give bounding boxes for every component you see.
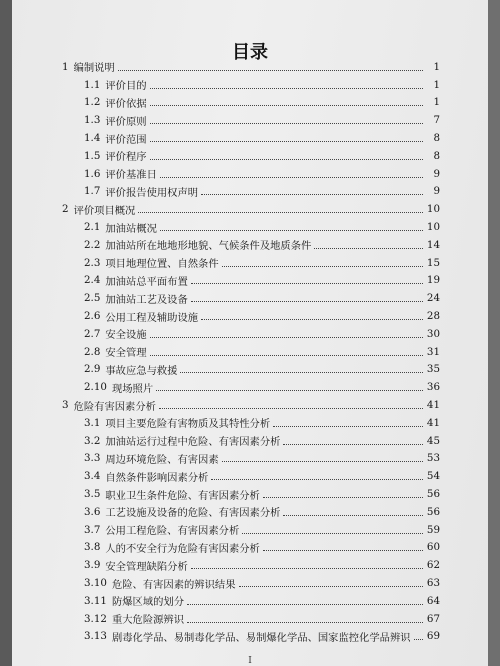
toc-leader-dots — [263, 549, 423, 551]
toc-leader-dots — [156, 389, 423, 391]
toc-entry-page: 8 — [433, 149, 440, 162]
toc-entry — [84, 610, 440, 628]
toc-leader-dots — [187, 603, 423, 605]
toc-entry-title: 工艺设施及设备的危险、有害因素分析 — [105, 507, 281, 520]
toc-entry-number: 1.3 — [84, 114, 101, 127]
toc-leader-dots — [191, 567, 423, 569]
toc-entry-title: 周边环境危险、有害因素 — [105, 453, 219, 466]
toc-entry-page: 35 — [426, 363, 440, 376]
toc-entry-page: 62 — [426, 559, 440, 572]
toc-entry-page: 10 — [426, 221, 440, 234]
toc-leader-dots — [118, 69, 423, 71]
toc-entry-number: 3.11 — [84, 594, 107, 607]
toc-leader-dots — [160, 176, 423, 178]
toc-entry-number: 3.5 — [84, 488, 101, 501]
toc-entry-title: 危险有害因素分析 — [73, 400, 156, 413]
toc-entry-title: 评价报告使用权声明 — [105, 186, 199, 199]
toc-entry-number: 2.3 — [84, 256, 101, 269]
toc-entry-title: 评价程序 — [105, 151, 147, 164]
toc-entry-title: 项目主要危险有害物质及其特性分析 — [105, 418, 271, 431]
toc-entry-page: 1 — [433, 96, 440, 109]
toc-entry-title: 评价原则 — [105, 115, 147, 128]
toc-entry-page: 14 — [426, 238, 440, 251]
toc-entry — [84, 628, 440, 646]
toc-entry-page: 31 — [426, 345, 440, 358]
toc-entry — [84, 325, 440, 343]
toc-entry-number: 1.4 — [84, 132, 101, 145]
toc-leader-dots — [150, 354, 423, 356]
toc-leader-dots — [314, 247, 423, 249]
toc-entry-page: 60 — [426, 541, 440, 554]
toc-leader-dots — [159, 407, 423, 409]
toc-entry-title: 加油站概况 — [105, 222, 157, 235]
page-edge — [0, 0, 12, 666]
toc-leader-dots — [191, 300, 423, 302]
toc-entry-title: 评价范围 — [105, 133, 147, 146]
toc-entry — [84, 289, 440, 307]
toc-entry-page: 10 — [426, 203, 440, 216]
toc-leader-dots — [187, 621, 423, 623]
toc-entry-page: 59 — [426, 523, 440, 536]
toc-leader-dots — [150, 87, 423, 89]
toc-entry-number: 3.10 — [84, 577, 107, 590]
toc-entry-number: 2.1 — [84, 221, 101, 234]
toc-leader-dots — [160, 229, 423, 231]
toc-entry-page: 56 — [426, 505, 440, 518]
toc-leader-dots — [191, 282, 423, 284]
toc-entry — [84, 343, 440, 361]
toc-entry-title: 职业卫生条件危险、有害因素分析 — [105, 489, 260, 502]
toc-leader-dots — [201, 318, 423, 320]
toc-entry-number: 2.2 — [84, 238, 101, 251]
toc-entry — [84, 218, 440, 236]
toc-entry-page: 15 — [426, 256, 440, 269]
toc-entry — [84, 272, 440, 290]
toc-entry-number: 3.3 — [84, 452, 101, 465]
toc-entry — [84, 254, 440, 272]
toc-entry-page: 28 — [426, 310, 440, 323]
toc-entry — [84, 432, 440, 450]
toc-entry — [84, 76, 440, 94]
toc-entry-title: 编制说明 — [73, 62, 115, 75]
toc-leader-dots — [263, 496, 423, 498]
toc-entry — [84, 556, 440, 574]
toc-entry — [84, 307, 440, 325]
toc-leader-dots — [150, 122, 423, 124]
toc-leader-dots — [150, 158, 423, 160]
toc-entry-number: 2.5 — [84, 292, 101, 305]
toc-entry-title: 加油站运行过程中危险、有害因素分析 — [105, 436, 281, 449]
toc-entry-title: 防爆区域的划分 — [111, 596, 185, 609]
toc-entry-title: 评价目的 — [105, 80, 147, 93]
toc-entry-page: 19 — [426, 274, 440, 287]
page-number: I — [248, 656, 252, 666]
toc-entry-page: 1 — [433, 78, 440, 91]
toc-leader-dots — [273, 425, 423, 427]
toc-entry-page: 53 — [426, 452, 440, 465]
toc-entry-page: 41 — [426, 399, 440, 412]
toc-entry-number: 1.2 — [84, 96, 101, 109]
toc-entry — [84, 503, 440, 521]
toc-entry-number: 3.6 — [84, 505, 101, 518]
toc-entry-page: 54 — [426, 470, 440, 483]
toc-entry-number: 2.7 — [84, 327, 101, 340]
toc-entry-page: 8 — [433, 132, 440, 145]
toc-entry-title: 安全管理 — [105, 347, 147, 360]
toc-entry — [84, 147, 440, 165]
toc-entry-number: 3.2 — [84, 434, 101, 447]
toc-entry-title: 评价依据 — [105, 97, 147, 110]
toc-leader-dots — [414, 638, 423, 640]
toc-entry — [84, 183, 440, 201]
toc-entry — [84, 94, 440, 112]
toc-leader-dots — [150, 140, 423, 142]
toc-entry — [84, 592, 440, 610]
toc-entry-number: 2.10 — [84, 381, 107, 394]
toc-entry-number: 3.7 — [84, 523, 101, 536]
toc-entry — [84, 129, 440, 147]
toc-entry-page: 67 — [426, 612, 440, 625]
toc-entry-title: 加油站工艺及设备 — [105, 293, 188, 306]
toc-leader-dots — [211, 478, 423, 480]
toc-entry-page: 41 — [426, 416, 440, 429]
toc-entry-page: 69 — [426, 630, 440, 643]
toc-entry — [62, 200, 440, 218]
toc-entry-page: 9 — [433, 185, 440, 198]
toc-entry-title: 加油站所在地地形地貌、气候条件及地质条件 — [105, 240, 312, 253]
toc-entry-title: 评价基准日 — [105, 169, 157, 182]
toc-entry-page: 9 — [433, 167, 440, 180]
toc-entry — [84, 236, 440, 254]
toc-entry-title: 事故应急与救援 — [105, 364, 178, 377]
toc-entry-title: 剧毒化学品、易制毒化学品、易制爆化学品、国家监控化学品辨识 — [111, 631, 411, 644]
toc-entry-number: 3.9 — [84, 559, 101, 572]
toc-entry-page: 56 — [426, 488, 440, 501]
toc-entry-page: 36 — [426, 381, 440, 394]
toc-entry-number: 2.6 — [84, 310, 101, 323]
toc-entry-title: 公用工程危险、有害因素分析 — [105, 525, 240, 538]
toc-leader-dots — [150, 336, 423, 338]
toc-entry-title: 公用工程及辅助设施 — [105, 311, 199, 324]
toc-entry-number: 3 — [62, 399, 69, 412]
toc-entry-number: 3.4 — [84, 470, 101, 483]
toc-entry-number: 1.7 — [84, 185, 101, 198]
toc-entry — [62, 58, 440, 76]
toc-entry-page: 63 — [426, 577, 440, 590]
toc-entry-page: 30 — [426, 327, 440, 340]
toc-entry — [84, 485, 440, 503]
toc-entry-number: 1.1 — [84, 78, 101, 91]
toc-leader-dots — [242, 532, 423, 534]
toc-entry-title: 安全管理缺陷分析 — [105, 560, 188, 573]
toc-entry-number: 3.1 — [84, 416, 101, 429]
toc-entry-title: 危险、有害因素的辨识结果 — [111, 578, 236, 591]
toc-entry — [62, 396, 440, 414]
toc-entry-number: 3.8 — [84, 541, 101, 554]
toc-entry-title: 加油站总平面布置 — [105, 275, 188, 288]
toc-entry — [84, 165, 440, 183]
toc-leader-dots — [222, 460, 423, 462]
toc-entry — [84, 521, 440, 539]
toc-entry-title: 安全设施 — [105, 329, 147, 342]
toc-entry-title: 评价项目概况 — [73, 204, 136, 217]
toc-leader-dots — [180, 371, 423, 373]
toc-entry — [84, 361, 440, 379]
toc-leader-dots — [283, 443, 423, 445]
toc-entry — [84, 539, 440, 557]
toc-entry-page: 7 — [433, 114, 440, 127]
toc-entry — [84, 467, 440, 485]
toc-entry-page: 1 — [433, 60, 440, 73]
toc-entry-number: 1 — [62, 60, 69, 73]
document-page — [12, 0, 488, 666]
toc-entry-number: 2 — [62, 203, 69, 216]
toc-entry — [84, 574, 440, 592]
toc-entry-title: 现场照片 — [111, 382, 154, 395]
page-title: 目录 — [232, 42, 268, 63]
toc-entry — [84, 111, 440, 129]
toc-entry-title: 项目地理位置、自然条件 — [105, 258, 219, 271]
toc-entry — [84, 378, 440, 396]
toc-leader-dots — [150, 104, 423, 106]
toc-entry-title: 自然条件影响因素分析 — [105, 471, 209, 484]
toc-leader-dots — [201, 193, 423, 195]
toc-leader-dots — [138, 211, 423, 213]
toc-entry — [84, 450, 440, 468]
toc-leader-dots — [283, 514, 423, 516]
toc-leader-dots — [222, 265, 423, 267]
toc-entry-number: 3.13 — [84, 630, 107, 643]
toc-entry-number: 1.6 — [84, 167, 101, 180]
toc-entry-number: 2.9 — [84, 363, 101, 376]
toc-entry-title: 重大危险源辨识 — [111, 614, 185, 627]
toc-entry-number: 2.4 — [84, 274, 101, 287]
toc-entry-title: 人的不安全行为危险有害因素分析 — [105, 542, 260, 555]
toc-entry-number: 2.8 — [84, 345, 101, 358]
toc-entry-page: 45 — [426, 434, 440, 447]
toc-entry — [84, 414, 440, 432]
toc-leader-dots — [239, 585, 424, 587]
toc-entry-page: 24 — [426, 292, 440, 305]
toc-entry-page: 64 — [426, 594, 440, 607]
toc-entry-number: 3.12 — [84, 612, 107, 625]
toc-entry-number: 1.5 — [84, 149, 101, 162]
